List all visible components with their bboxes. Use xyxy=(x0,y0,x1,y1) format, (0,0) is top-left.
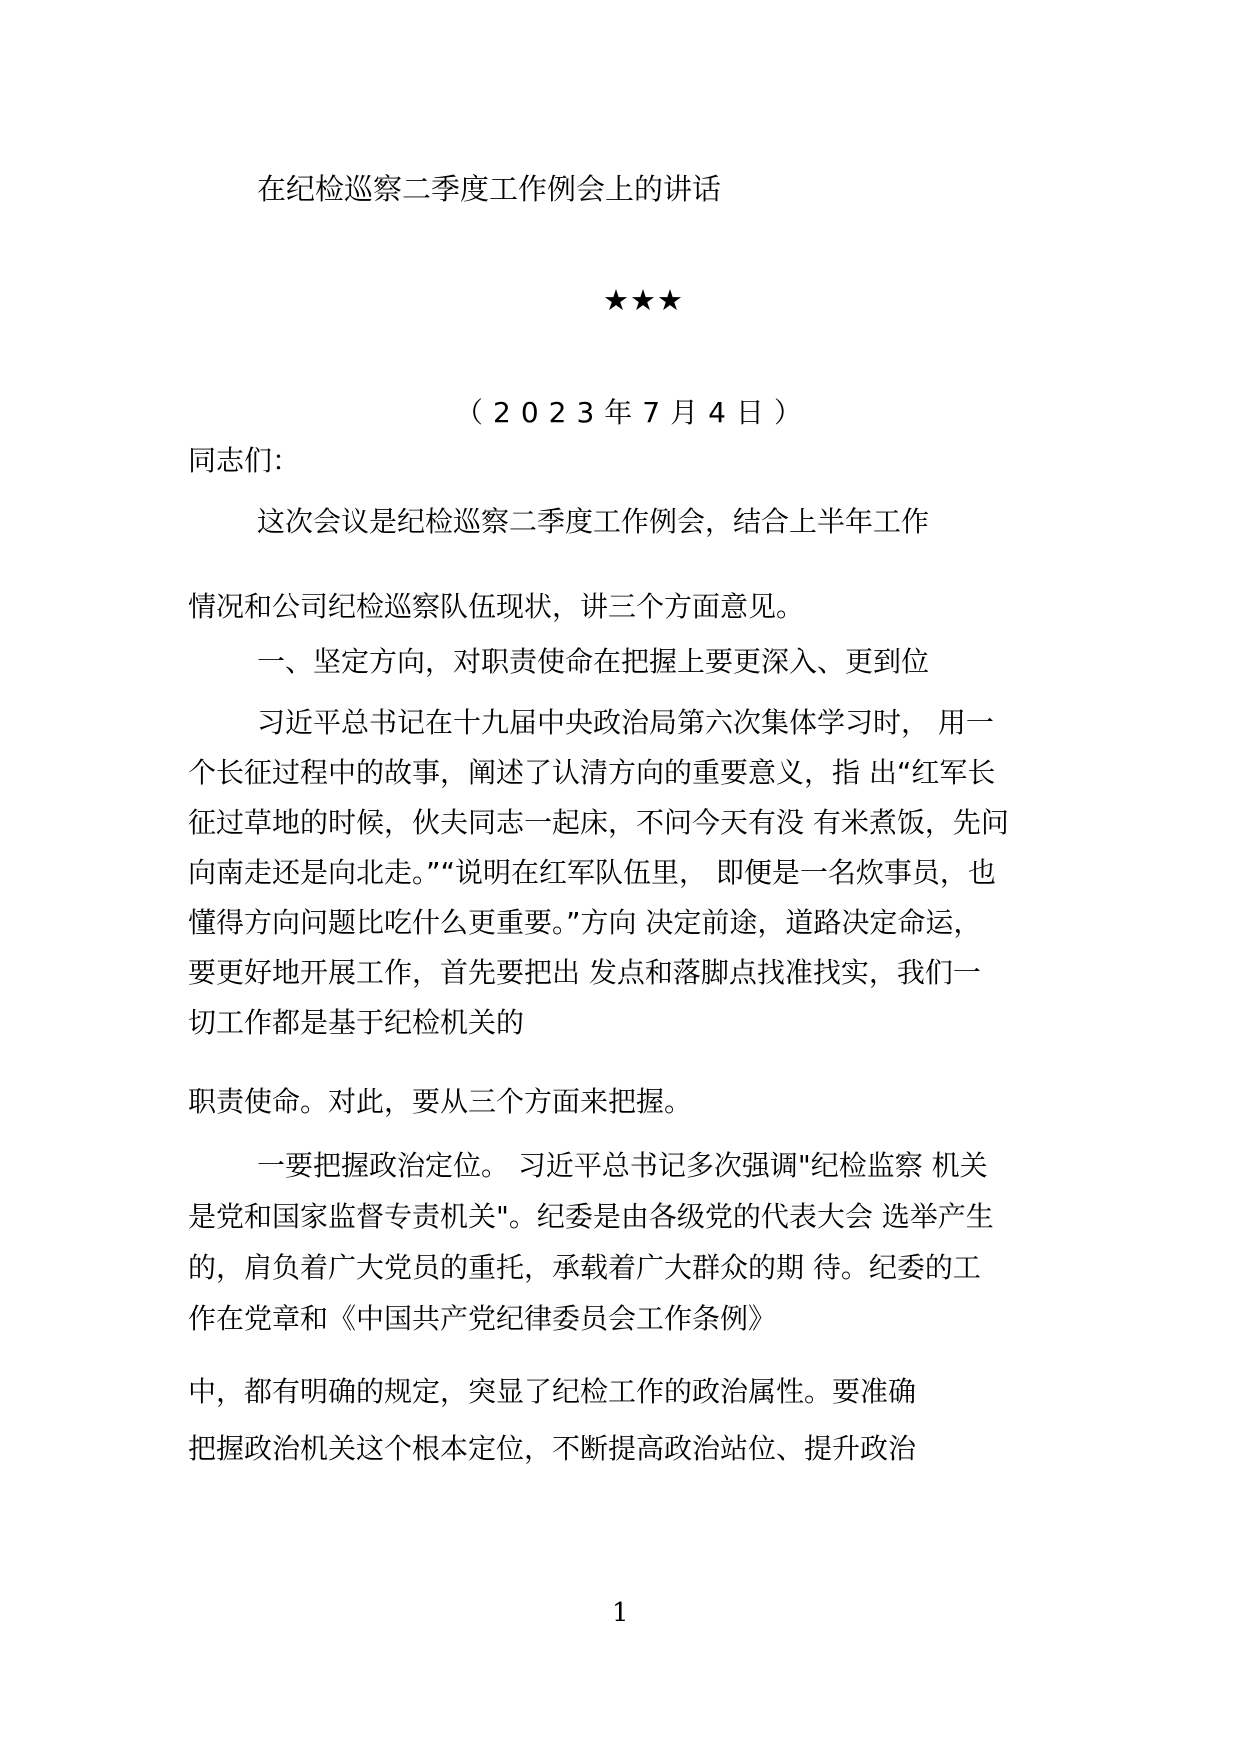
document-date: （2023年7月4日） xyxy=(455,396,812,429)
body-line-4: 习近平总书记在十九届中央政治局第六次集体学习时， 用一 xyxy=(257,706,994,739)
document-title: 在纪检巡察二季度工作例会上的讲话 xyxy=(257,172,722,206)
body-line-17: 把握政治机关这个根本定位，不断提高政治站位、提升政治 xyxy=(188,1432,917,1465)
body-line-13: 是党和国家监督专责机关"。纪委是由各级党的代表大会 选举产生 xyxy=(188,1200,994,1233)
body-line-6: 征过草地的时候，伙夫同志一起床，不问今天有没 有米煮饭，先问 xyxy=(188,806,1009,839)
page-number: 1 xyxy=(612,1598,629,1628)
body-line-11: 职责使命。对此，要从三个方面来把握。 xyxy=(188,1085,693,1118)
body-line-7: 向南走还是向北走。”“说明在红军队伍里， 即便是一名炊事员，也 xyxy=(188,856,996,889)
body-line-9: 要更好地开展工作，首先要把出 发点和落脚点找准找实，我们一 xyxy=(188,956,981,989)
body-line-14: 的，肩负着广大党员的重托，承载着广大群众的期 待。纪委的工 xyxy=(188,1251,981,1284)
salutation: 同志们： xyxy=(188,444,301,477)
body-line-16: 中，都有明确的规定，突显了纪检工作的政治属性。要准确 xyxy=(188,1375,917,1408)
body-line-12: 一要把握政治定位。 习近平总书记多次强调"纪检监察 机关 xyxy=(257,1149,988,1182)
body-line-5: 个长征过程中的故事，阐述了认清方向的重要意义，指 出“红军长 xyxy=(188,756,996,789)
body-line-10: 切工作都是基于纪检机关的 xyxy=(188,1006,525,1039)
section-heading-1: 一、坚定方向，对职责使命在把握上要更深入、更到位 xyxy=(257,645,930,678)
body-line-15: 作在党章和《中国共产党纪律委员会工作条例》 xyxy=(188,1302,777,1335)
body-line-8: 懂得方向问题比吃什么更重要。”方向 决定前途，道路决定命运， xyxy=(188,906,982,939)
stars-ornament: ★★★ xyxy=(603,283,684,317)
body-line-2: 情况和公司纪检巡察队伍现状，讲三个方面意见。 xyxy=(188,590,805,623)
body-line-1: 这次会议是纪检巡察二季度工作例会，结合上半年工作 xyxy=(257,505,930,538)
